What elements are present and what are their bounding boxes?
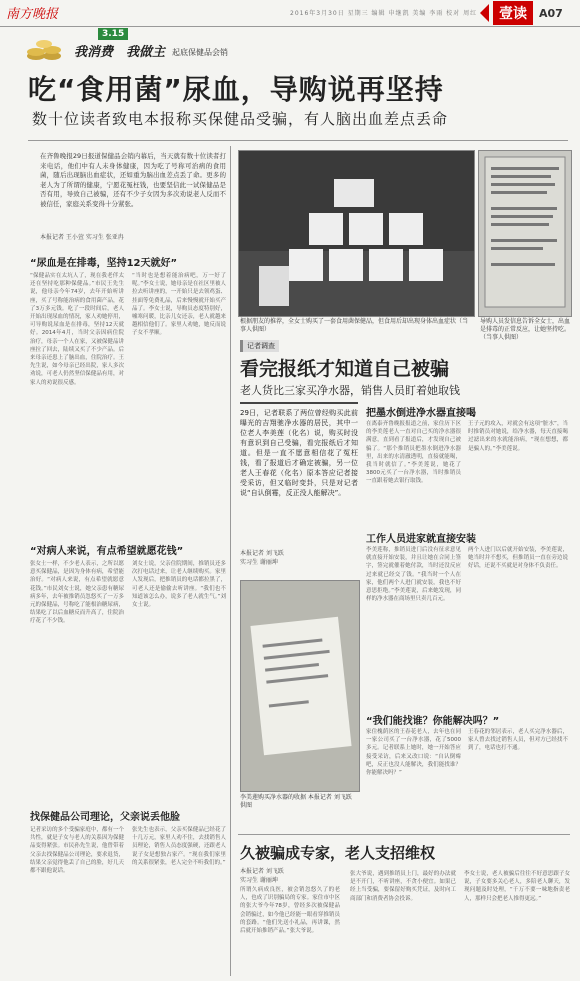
masthead xyxy=(0,0,580,27)
article1-section3-col2: 张先生也表示，父亲买保健品已经花了十几万元，家里人劝不住，去找销售人员理论，销售人员态度强硬，还跟老人说子女是想独占家产。“现在我们家里的关系很紧张，老人完全不听我们的。” xyxy=(132,827,226,866)
article1-section1-col1: “保健品实在太坑人了，现在我老伴太还在坚持吃那种保健品。”市民王先生说，他母亲今年74岁，去年开始听讲座，买了号称能治病的食用菌产品，花了3万多元钱。吃了一段时间后，老人开始出现尿血的情况，家人劝她停用，可导购说尿血是在排毒，坚持12天就好。2014年4月，当时父亲因病住院治疗，母亲一个人在家，又被保健品讲座拉了回去，陆续又买了不少产品。后来母亲还患上了脑出血，住院治疗。王先生说，如今母亲已经出院，家人多次劝说，可老人仍然坚信保健品有用，对家人的劝说很反感。 xyxy=(30,273,124,386)
article2-section2-text: 李美莲称，推销员进门后没有征求意见就直接开始安装，并且让她在合同上签字，签完就催着她付款，当时还没反应过来就已经交了钱。“我当时一个人在家，他们两个人进门就安装，我也不好意思拒绝。”李美莲说，后来她发现，同样的净水器在商场里只卖几百元。 xyxy=(366,547,461,603)
banner-subtitle: 起底保健品会销 xyxy=(172,48,228,57)
column-divider xyxy=(230,146,231,976)
banner-title-left: 我消费 xyxy=(74,45,114,60)
article2-section1-text: 在离泰齐鲁晚报报道之前，家住历下区的李美莲老人一直对自己买的净水器很满意，直到看了报道后，才发现自己被骗了。“那个推销员把墨水倒进净水器里，出来的水清澈透明，直接就能喝，我当时就信了。”李美莲说，她花了3800元买了一台净水器，当时推销员一直跟着她去银行取钱。 xyxy=(366,421,461,485)
arrow-left-icon xyxy=(480,4,489,22)
photo-caption-left: 根据朋友的推荐，全女士购买了一套食用菌保健品，但食用后却出现身体出血症状（当事人供图） xyxy=(240,318,469,333)
article2-headline: 看完报纸才知道自己被骗 xyxy=(240,358,450,380)
product-photo xyxy=(238,150,475,317)
receipt-caption: 李美莲购买净水器的收据 本报记者 刘飞跃 供图 xyxy=(240,794,352,809)
phone-screen-image xyxy=(479,151,571,316)
article3-headline: 久被骗成专家，老人支招维权 xyxy=(240,844,436,862)
article2-section3-text: 家住槐荫区的王春花老人，去年也在同一家公司买了一台净水器，花了5000多元。记者联系上她时，她一开始答应接受采访，后来又改口说：“自认倒霉吧，反正也没人能解决，我们能找谁？你能解决吗？” xyxy=(366,729,461,777)
article1-section2-title: “对病人来说，有点希望就愿花钱” xyxy=(30,546,184,557)
phone-message-photo xyxy=(478,150,572,317)
article2-section1-text2: 王子元的攻入，对就会有这项“脏水”，当时推销员对她说，给净水器，每天直接喝过滤出来的水就能治病，“现在想想，都是骗人的。”李美莲说。 xyxy=(468,421,568,452)
banner-title-right: 我做主 xyxy=(126,45,166,60)
article2-section3-text2: 王春花的邻居表示，老人买完净水器后，家人曾去找过销售人员，但对方已经找不到了，电话也打不通。 xyxy=(468,729,568,752)
article3-col1: 所谓久病成良医，被会销忽悠久了的老人，也成了识别骗局的专家。家住市中区的张大爷今年78岁，曾经多次被保健品会销骗过，如今他已经能一眼看穿推销员的套路。“他们先送小礼品，再讲课，然后就开始推销产品。”张大爷说。 xyxy=(240,887,340,935)
date-badge: 3.15 xyxy=(98,28,128,40)
article2-section1-title: 把墨水倒进净水器直接喝 xyxy=(366,408,476,419)
article-divider xyxy=(238,834,570,835)
main-headline: 吃“食用菌”尿血，导购说再坚持 xyxy=(28,73,444,106)
article2-section2-title: 工作人员进家就直接安装 xyxy=(366,534,476,545)
article1-section3-title: 找保健品公司理论，父亲说丢他脸 xyxy=(30,812,180,823)
article2-section2-text2: 两个人进门以后就开始安装，李美莲说，她当时并不想买，但推销员一直在旁边说好话，还说不买就是对身体不负责任。 xyxy=(468,547,568,570)
main-subheadline: 数十位读者致电本报称买保健品受骗，有人脑出血差点丢命 xyxy=(32,110,449,128)
article1-byline: 本报记者 王小萱 实习生 张亚冉 xyxy=(40,234,124,241)
article3-byline: 本报记者 刘飞跃 实习生 谢丽坤 xyxy=(240,868,284,884)
article2-subheadline: 老人货比三家买净水器，销售人员盯着她取钱 xyxy=(240,384,460,397)
article1-section1-title: “尿血是在排毒，坚持12天就好” xyxy=(30,258,178,269)
article3-col3: 李女士说，老人被骗后往往不好意思跟子女说，子女要多关心老人，多陪老人聊天，发现问题及时处理，“千万不要一味地指责老人，那样只会把老人推得更远。” xyxy=(464,871,570,902)
article2-section3-title: “我们能找谁？你能解决吗？” xyxy=(366,716,500,727)
page-number: A07 xyxy=(539,6,563,20)
receipt-photo xyxy=(240,580,360,792)
article3-col2: 张大爷说，遇到推销员上门，最好的办法就是不开门，不听讲座，不贪小便宜。如果已经上当受骗，要保留好购买凭证，及时向工商部门和消费者协会投诉。 xyxy=(350,871,456,902)
dateline: 2016年3月30日 星期三 编辑 申继凯 美编 李雨 校对 周红 xyxy=(290,10,478,17)
coins-icon xyxy=(26,36,68,62)
newspaper-logo: 南方晚报 xyxy=(6,7,59,22)
product-jars-image xyxy=(239,151,474,316)
article1-section2-col2: 刘女士说，父亲住院期间，推销员还多次打电话过来，让老人继续购买。家里人发现后，把推销员的电话都拉黑了，可老人还是偷偷去听讲座。“我们也不知道该怎么办，说多了老人就生气。”刘女士说。 xyxy=(132,561,226,609)
campaign-banner xyxy=(26,28,256,66)
divider xyxy=(28,140,568,141)
article2-tag: 记者调查 xyxy=(240,340,279,352)
article1-section2-col1: 张女士一样，不少老人表示，之所以愿意买保健品，是因为身体有病，希望能治好。“对病人来说，有点希望就愿意花钱。”市民刘女士说，她父亲患有糖尿病多年，去年被推销员忽悠买了一万多元的保健品，号称吃了能根治糖尿病，结果吃了以后血糖反而升高了，住院治疗花了不少钱。 xyxy=(30,561,124,625)
page-tag xyxy=(480,2,563,24)
article1-lead: 在齐鲁晚报29日报道保健品会销内幕后，当天就有数十位读者打来电话，他们中有人未身体健康，因为吃了号称可治病的食用菌，随后出现脑出血症状，还如重为脑出血差点丢了命。更多的老人为了所谓的健康，宁愿花冤枉钱，也要坚信此一试保健品是否有用，导致自己被骗，还有不少子女因为多次劝说老人反而不被信任，家庭关系变得十分紧张。 xyxy=(40,152,226,208)
section-name: 壹读 xyxy=(493,1,533,25)
article1-section3-col1: 记者采访的多个受骗家庭中，都有一个共性，就是子女与老人的关系因为保健品变得紧张。市民孙先生说，他曾带着父亲去找保健品公司理论，要求退货，结果父亲觉得他丢了自己的脸，好几天都不跟他说话。 xyxy=(30,827,124,875)
article2-lead: 29日，记者联系了两位曾经购买此前曝光的吉翔驰净水器的居民，其中一位老人李美莲（化名）说，购买时没有意识到自己受骗，看完报纸后才知道。但是一直不愿意相信花了冤枉钱，看了报道后才确定被骗，另一位老人王春花（化名）原本答应记者接受采访，但又临时变卦，只是对记者说“自认倒霉，反正没人能解决”。 xyxy=(240,402,358,548)
receipt-image xyxy=(241,581,359,791)
article2-byline: 本报记者 刘飞跃 实习生 谢丽坤 xyxy=(240,550,284,566)
article1-section1-col2: “当时也是想着能治病吧，万一好了呢。”李女士说，她母亲是在社区里被人拉去听讲座的，一开始只是去领鸡蛋、挂面等免费礼品，后来慢慢就开始买产品了。李女士说，导购员态度特别好，嘘寒问暖，比亲儿女还亲，老人就越来越相信他们了。家里人劝她，她反而说子女不孝顺。 xyxy=(132,273,226,337)
photo-caption-right: 导购人员发信息告诉全女士，出血是排毒的正常反应，让她坚持吃。（当事人供图） xyxy=(480,318,571,341)
